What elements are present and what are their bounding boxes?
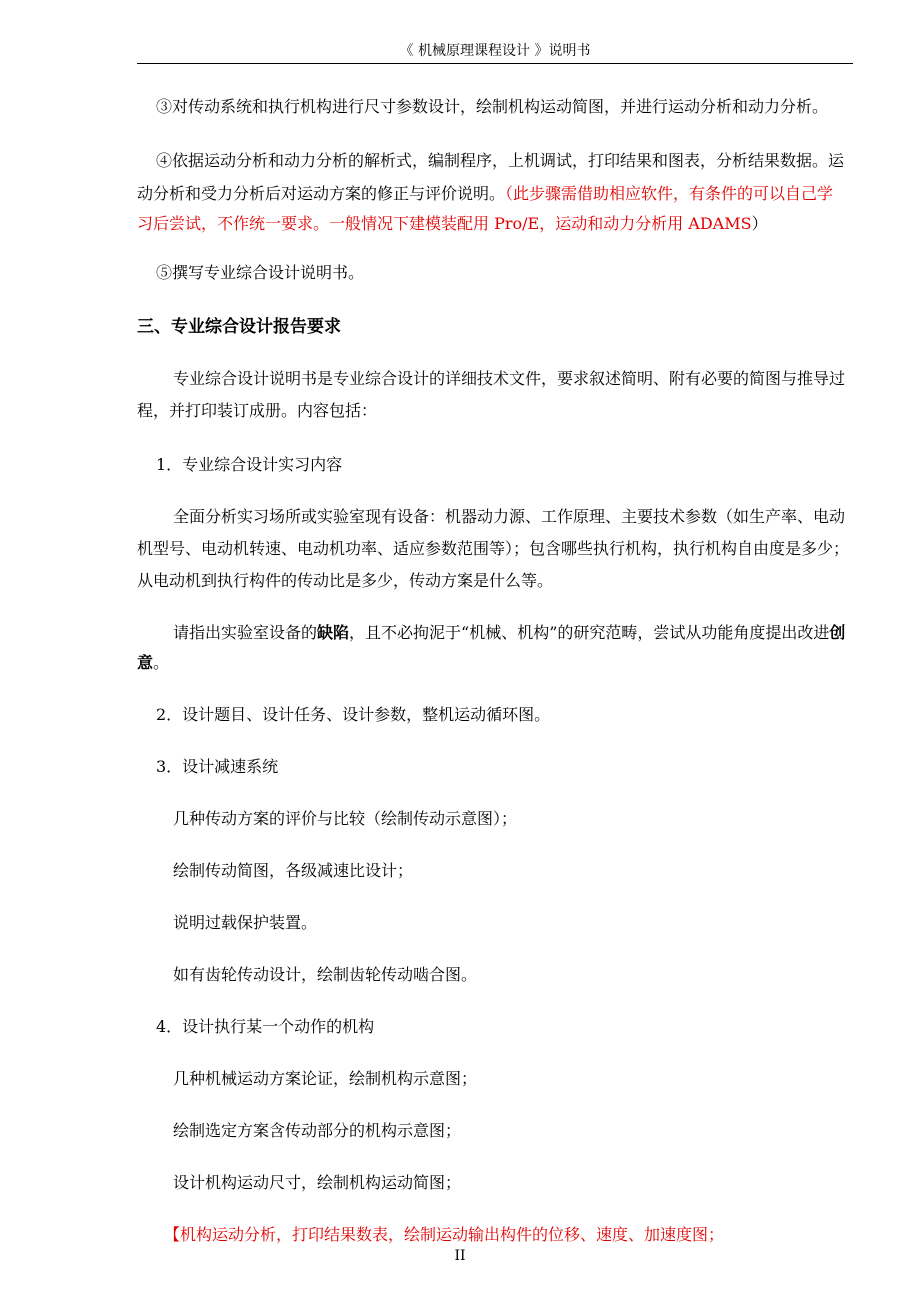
- page-number: II: [454, 1248, 466, 1264]
- item-3-line: 如有齿轮传动设计，绘制齿轮传动啮合图。: [173, 965, 478, 984]
- page-header: 《 机械原理课程设计 》说明书: [399, 43, 591, 59]
- step-5: ⑤撰写专业综合设计说明书。: [156, 263, 365, 282]
- header-divider: [137, 63, 853, 64]
- step-4-note-start: （此步骤需借助相应软件，有条件的可以自己学: [505, 184, 834, 203]
- step-4-line-3: [137, 213, 768, 235]
- item-3-title: 3．设计减速系统: [156, 757, 279, 776]
- item-1-defect-line-1: [173, 622, 845, 644]
- item-4-line: 绘制选定方案含传动部分的机构示意图；: [173, 1121, 462, 1140]
- section-heading: 三、专业综合设计报告要求: [137, 317, 341, 337]
- item-1-paragraph-line-1: 全面分析实习场所或实验室现有设备：机器动力源、工作原理、主要技术参数（如生产率、电动: [173, 507, 846, 526]
- item-3-line: 几种传动方案的评价与比较（绘制传动示意图）；: [173, 809, 518, 828]
- defect-period: 。: [153, 653, 170, 672]
- creativity-bold-1: 创: [829, 623, 846, 642]
- item-1-defect-line-2: [137, 652, 169, 674]
- item-1-paragraph-line-2: 机型号、电动机转速、电动机功率、适应参数范围等）；包含哪些执行机构，执行机构自由度是多少；: [137, 539, 850, 558]
- step-3: ③对传动系统和执行机构进行尺寸参数设计，绘制机构运动简图，并进行运动分析和动力分析。: [156, 97, 829, 116]
- intro-line-1: 专业综合设计说明书是专业综合设计的详细技术文件，要求叙述简明、附有必要的简图与推导过: [173, 369, 846, 388]
- intro-line-2: 程，并打印装订成册。内容包括：: [137, 401, 378, 420]
- item-3-line: 绘制传动简图，各级减速比设计；: [173, 861, 414, 880]
- step-4-close-paren: ）: [751, 214, 768, 233]
- defect-text-a: 请指出实验室设备的: [173, 623, 318, 642]
- item-1-title: 1．专业综合设计实习内容: [156, 455, 343, 474]
- item-4-line: 几种机械运动方案论证，绘制机构示意图；: [173, 1069, 478, 1088]
- item-1-paragraph-line-3: 从电动机到执行构件的传动比是多少，传动方案是什么等。: [137, 571, 554, 590]
- item-4-line: 设计机构运动尺寸，绘制机构运动简图；: [173, 1173, 462, 1192]
- step-4-note-end: 习后尝试，不作统一要求。一般情况下建模装配用 Pro/E，运动和动力分析用 ADAMS: [137, 214, 752, 233]
- item-4-title: 4．设计执行某一个动作的机构: [156, 1017, 375, 1036]
- step-4-line-1: ④依据运动分析和动力分析的解析式，编制程序，上机调试，打印结果和图表，分析结果数据。运: [156, 151, 845, 170]
- item-4-red-note: 【机构运动分析，打印结果数表，绘制运动输出构件的位移、速度、加速度图；: [164, 1225, 725, 1244]
- step-4-text: 动分析和受力分析后对运动方案的修正与评价说明。: [137, 184, 506, 203]
- step-4-line-2: [137, 183, 833, 205]
- defect-text-c: ，且不必拘泥于“机械、机构”的研究范畴，尝试从功能角度提出改进: [349, 623, 830, 642]
- item-3-line: 说明过载保护装置。: [173, 913, 318, 932]
- defect-bold: 缺陷: [317, 623, 350, 642]
- creativity-bold-2: 意: [137, 653, 154, 672]
- item-2-title: 2．设计题目、设计任务、设计参数，整机运动循环图。: [156, 705, 551, 724]
